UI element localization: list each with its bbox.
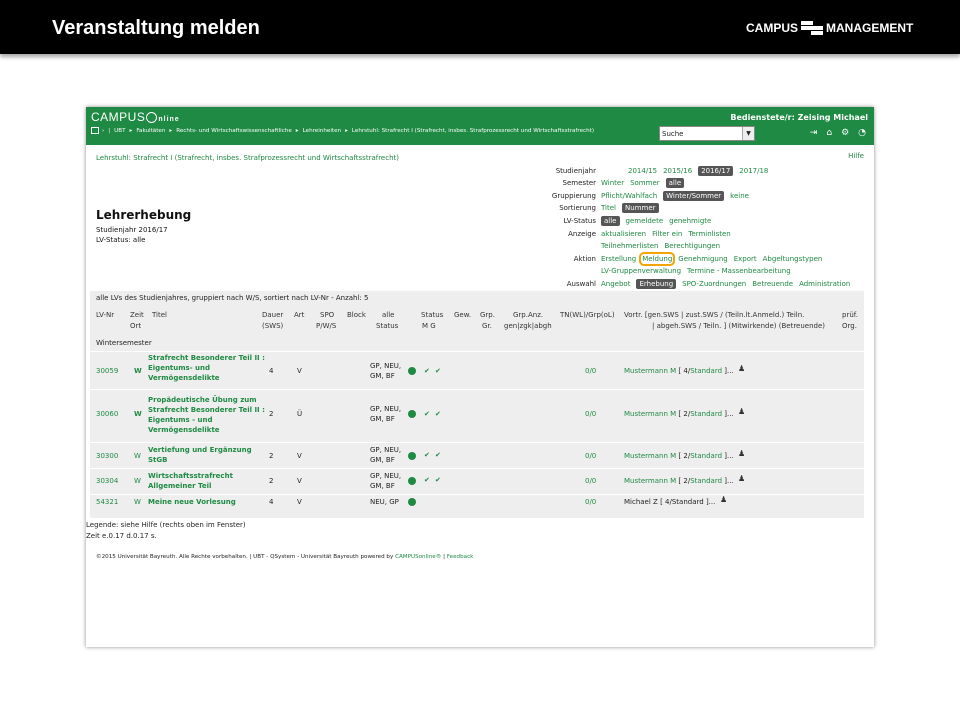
timing-text: Zeit e.0.17 d.0.17 s.: [86, 532, 157, 540]
link-termine-massenbearbeitung[interactable]: Termine - Massenbearbeitung: [687, 267, 791, 275]
status-dot-icon: [408, 410, 416, 418]
chevron-right-icon: ›: [102, 127, 105, 134]
col-vortr: Vortr. [gen.SWS | zust.SWS / (Teiln.lt.Anmeld.) Teiln.: [624, 311, 805, 319]
breadcrumb-item[interactable]: UBT: [114, 127, 126, 134]
slide-header: [0, 0, 960, 54]
table-row: [90, 389, 864, 442]
person-icon[interactable]: ♟: [738, 407, 746, 416]
option-winter[interactable]: Winter: [601, 179, 625, 187]
campus-management-logo: [746, 18, 913, 38]
option-pflicht-wahlfach[interactable]: Pflicht/Wahlfach: [601, 192, 658, 200]
art-value: V: [297, 452, 302, 460]
topbar-icons: [810, 128, 866, 138]
link-spo-zuordnungen[interactable]: SPO-Zuordnungen: [682, 280, 747, 288]
status-value: GP, NEU, GM, BF: [370, 405, 402, 423]
link-genehmigung[interactable]: Genehmigung: [678, 255, 728, 263]
footer-separator: |: [441, 554, 447, 560]
status-dot-icon: [408, 452, 416, 460]
vortragende[interactable]: Mustermann M [ 4/Standard ]...: [624, 367, 734, 375]
page-title: Lehrerhebung: [96, 208, 192, 222]
vortragende[interactable]: Mustermann M [ 2/Standard ]...: [624, 410, 734, 418]
col-alle: alle: [382, 311, 395, 319]
footer: [96, 554, 473, 560]
table-caption: alle LVs des Studienjahres, gruppiert nach W/S, sortiert nach LV-Nr - Anzahl: 5: [96, 294, 369, 302]
chevron-down-icon[interactable]: ▼: [742, 127, 754, 140]
col-status-mg: Status: [421, 311, 444, 319]
link-berechtigungen[interactable]: Berechtigungen: [664, 242, 721, 250]
option-keine[interactable]: keine: [730, 192, 749, 200]
person-icon[interactable]: ♟: [738, 449, 746, 458]
lv-number[interactable]: 30060: [96, 410, 119, 418]
link-terminlisten[interactable]: Terminlisten: [688, 230, 731, 238]
status-dot-icon: [408, 498, 416, 506]
logo-text-campus: CAMPUS: [746, 21, 799, 35]
col-dauer: Dauer: [262, 311, 284, 319]
col-gew: Gew.: [454, 311, 472, 319]
col-vortr-2: | abgeh.SWS / Teiln. ] (Mitwirkende) (Betreuende): [652, 322, 826, 330]
person-icon[interactable]: ♟: [738, 474, 746, 483]
option-2014-15[interactable]: 2014/15: [628, 167, 658, 175]
col-gen-zgk-abgh: gen|zgk|abgh: [504, 322, 552, 330]
vortragende[interactable]: Mustermann M [ 2/Standard ]...: [624, 452, 734, 460]
link-angebot[interactable]: Angebot: [601, 280, 631, 288]
table-row: [90, 468, 864, 494]
col-lvnr: LV-Nr: [96, 311, 115, 319]
lv-number[interactable]: 30300: [96, 452, 119, 460]
home-icon[interactable]: ⌂: [826, 128, 833, 138]
lv-number[interactable]: 54321: [96, 498, 119, 506]
col-titel: Titel: [152, 311, 168, 319]
check-m-icon: ✔: [424, 476, 430, 484]
lv-title[interactable]: Propädeutische Übung zum Strafrecht Besonderer Teil II : Eigentums - und Vermögensdelikte: [148, 396, 265, 434]
col-tn: TN(WL)/Grp(oL): [560, 311, 615, 319]
art-value: Ü: [297, 410, 303, 418]
lvstatus-info: LV-Status: alle: [96, 236, 146, 244]
check-g-icon: ✔: [435, 451, 441, 459]
lv-title[interactable]: Meine neue Vorlesung: [148, 498, 236, 506]
tn-value[interactable]: 0/0: [585, 410, 597, 418]
campusonline-window: CAMPUS nline Bedienstete/r: Zeising Michael › | UBT ▸ Fakultäten ▸ Rechts- und Wirtschaftswissenschaftliche ▸ Lehreinheiten ▸ Lehrstuhl: Strafrecht I (Strafrecht, insbes. Strafprozessrecht und Wirtschaftsstrafrecht) Suche ▼ ⇥ ⌂ ⚙ ◔ Lehrstuhl: Strafrecht I (Strafrecht, insbes. Strafprozessrecht und Wirtschaftsstrafrecht) Hilfe Lehrerhebung Studienjahr 2016/17 LV-Status: alle Studienjahr 2014/15 2015/16 2016/17 2017/18 Semester Winter Sommer alle Gruppierung Pflicht/Wahlfach Winter/Sommer keine Sortierung Titel Nummer LV-Status alle gemeldete genehmigte Anzeige aktualisieren Filter ein Terminlisten Teilnehmerlisten Berechtigungen Aktion Erstellung Meldung Genehmigung Export Abgeltungstypen LV-Gruppenverwaltung Termine - Massenbearbeitung Auswahl Angebot Erhebung SPO-Zuordnungen Betreuende Administration alle LVs des Studienjahres, gruppiert nach W/S, sortiert nach LV-Nr - Anzahl: 5 LV-Nr Zeit Ort Titel Dauer (SWS) Art SPO P/W/S Block alle Status Status M G Gew. Grp. Gr. Grp.Anz. gen|zgk|abgh TN(WL)/Grp(oL) Vortr. [gen.SWS | zust.SWS / (Teiln.lt.Anmeld.) Teiln. | abgeh.SWS / Teiln. ] (Mitwirkende) (Betreuende) prüf. Org. Wintersemester 30059 W Strafrecht Besonderer Teil II : Eigentums- und Vermögensdelikte 4 V GP, NEU, GM, BF ✔ ✔ 0/0 Mustermann M [ 4/Standard ]... ♟ 30060 W Propädeutische Übung zum Strafrecht Besonderer Teil II : Eigentums - und Vermögensdelikte 2 Ü GP, NEU, GM, BF ✔ ✔ 0/0 Mustermann M [ 2/Standard ]... ♟ 30300 W Vertiefung und Ergänzung StGB 2 V GP, NEU, GM, BF ✔ ✔ 0/0 Mustermann M [ 2/Standard ]... ♟ 30304 W Wirtschaftsstrafrecht Allgemeiner Teil 2 V GP, NEU, GM, BF ✔ ✔ 0/0 Mustermann M [ 2/Standard ]... ♟ 54321 W Meine neue Vorlesung 4 V NEU, GP 0/0 Michael Z [ 4/Standard ]... ♟ Legende: siehe Hilfe (rechts oben im Fenster) Zeit e.0.17 d.0.17 s. ©2015 Universität Bayreuth. Alle Rechte vorbehalten. | UBT - QSystem - Universität Bayreuth powered by CAMPUSonline® | Feedback: [86, 107, 874, 647]
status-value: GP, NEU, GM, BF: [370, 362, 402, 380]
status-dot-icon: [408, 477, 416, 485]
table-row: [90, 494, 864, 508]
lv-number[interactable]: 30304: [96, 477, 119, 485]
option-2017-18[interactable]: 2017/18: [739, 167, 769, 175]
option-genehmigte[interactable]: genehmigte: [669, 217, 712, 225]
col-block: Block: [347, 311, 366, 319]
zeit-value: W: [134, 367, 142, 375]
semester-group-label: Wintersemester: [96, 339, 152, 347]
tn-value[interactable]: 0/0: [585, 452, 597, 460]
option-2016-17[interactable]: 2016/17: [698, 166, 733, 176]
table-row: [90, 442, 864, 468]
logo-text-management: MANAGEMENT: [826, 21, 914, 35]
option-titel[interactable]: Titel: [601, 204, 617, 212]
check-g-icon: ✔: [435, 476, 441, 484]
lehrstuhl-link[interactable]: Lehrstuhl: Strafrecht I (Strafrecht, insbes. Strafprozessrecht und Wirtschaftsstrafrecht): [96, 154, 399, 162]
zeit-value: W: [134, 410, 142, 418]
search-select[interactable]: Suche ▼: [659, 126, 755, 141]
lv-title[interactable]: Wirtschaftsstrafrecht Allgemeiner Teil: [148, 472, 233, 490]
slide-title: Veranstaltung melden: [52, 17, 260, 39]
zeit-value: W: [134, 498, 141, 506]
breadcrumb-item[interactable]: Rechts- und Wirtschaftswissenschaftliche: [176, 127, 292, 134]
vortragende[interactable]: Michael Z [ 4/Standard ]...: [624, 498, 716, 506]
link-abgeltungstypen[interactable]: Abgeltungstypen: [762, 255, 823, 263]
copyright-text: ©2015 Universität Bayreuth. Alle Rechte vorbehalten. | UBT - QSystem - Universität Bayreuth powered by: [96, 554, 396, 560]
option-status-alle[interactable]: alle: [601, 216, 620, 226]
breadcrumb-item[interactable]: Lehreinheiten: [302, 127, 342, 134]
link-filter-ein[interactable]: Filter ein: [652, 230, 683, 238]
art-value: V: [297, 367, 302, 375]
settings-icon[interactable]: ⚙: [841, 128, 850, 138]
tn-value[interactable]: 0/0: [585, 477, 597, 485]
status-dot-icon: [408, 367, 416, 375]
col-pruef: prüf.: [842, 311, 858, 319]
check-g-icon: ✔: [435, 367, 441, 375]
art-value: V: [297, 498, 302, 506]
logo-mark-icon: [801, 19, 823, 37]
dauer-value: 2: [269, 452, 274, 460]
col-grp: Grp.: [480, 311, 495, 319]
link-erhebung[interactable]: Erhebung: [636, 279, 676, 289]
tn-value[interactable]: 0/0: [585, 498, 597, 506]
dauer-value: 4: [269, 367, 274, 375]
col-spo: SPO: [320, 311, 335, 319]
col-gr: Gr.: [482, 322, 492, 330]
zeit-value: W: [134, 452, 141, 460]
link-betreuende[interactable]: Betreuende: [752, 280, 794, 288]
status-value: NEU, GP: [370, 498, 399, 506]
link-lv-gruppenverwaltung[interactable]: LV-Gruppenverwaltung: [601, 267, 682, 275]
check-m-icon: ✔: [424, 451, 430, 459]
link-aktualisieren[interactable]: aktualisieren: [601, 230, 647, 238]
check-m-icon: ✔: [424, 367, 430, 375]
dauer-value: 4: [269, 498, 274, 506]
col-ort: Ort: [130, 322, 142, 330]
lv-title[interactable]: Vertiefung und Ergänzung StGB: [148, 446, 252, 464]
option-semester-alle[interactable]: alle: [666, 178, 685, 188]
person-icon[interactable]: ♟: [720, 495, 728, 504]
link-administration[interactable]: Administration: [799, 280, 851, 288]
lv-number[interactable]: 30059: [96, 367, 119, 375]
dashboard-icon[interactable]: ◔: [858, 128, 866, 138]
studienjahr-info: Studienjahr 2016/17: [96, 226, 168, 234]
col-m-g: M G: [422, 322, 436, 330]
col-status: Status: [376, 322, 399, 330]
vortragende[interactable]: Mustermann M [ 2/Standard ]...: [624, 477, 734, 485]
feedback-link[interactable]: Feedback: [446, 554, 474, 560]
dauer-value: 2: [269, 410, 274, 418]
app-topbar: [86, 107, 874, 145]
link-meldung[interactable]: Meldung: [642, 255, 673, 263]
option-winter-sommer[interactable]: Winter/Sommer: [663, 191, 724, 201]
user-label: Bedienstete/r: Zeising Michael: [730, 113, 868, 122]
check-m-icon: ✔: [424, 410, 430, 418]
legend-text: Legende: siehe Hilfe (rechts oben im Fenster): [86, 521, 246, 529]
col-org: Org.: [842, 322, 857, 330]
col-grpanz: Grp.Anz.: [513, 311, 544, 319]
breadcrumb: › | UBT ▸ Fakultäten ▸ Rechts- und Wirtschaftswissenschaftliche ▸ Lehreinheiten ▸ Lehrstuhl: Strafrecht I (Strafrecht, insbes. Strafprozessrecht und Wirtschaftsstrafrecht): [91, 127, 594, 134]
col-sws: (SWS): [262, 322, 284, 330]
option-2015-16[interactable]: 2015/16: [663, 167, 693, 175]
check-g-icon: ✔: [435, 410, 441, 418]
campusonline-logo[interactable]: CAMPUS nline: [91, 110, 180, 124]
campusonline-link[interactable]: CAMPUSonline®: [395, 554, 442, 560]
lv-title[interactable]: Strafrecht Besonderer Teil II : Eigentums- und Vermögensdelikte: [148, 354, 265, 382]
status-value: GP, NEU, GM, BF: [370, 472, 402, 490]
option-gemeldete[interactable]: gemeldete: [625, 217, 664, 225]
lv-table: [90, 291, 864, 518]
option-nummer[interactable]: Nummer: [622, 203, 659, 213]
col-zeit: Zeit: [130, 311, 144, 319]
table-row: [90, 351, 864, 389]
art-value: V: [297, 477, 302, 485]
home-box-icon[interactable]: [91, 127, 99, 134]
col-pws: P/W/S: [316, 322, 337, 330]
person-icon[interactable]: ♟: [738, 364, 746, 373]
breadcrumb-item[interactable]: Fakultäten: [136, 127, 166, 134]
logout-icon[interactable]: ⇥: [809, 128, 818, 138]
breadcrumb-item[interactable]: Lehrstuhl: Strafrecht I (Strafrecht, insbes. Strafprozessrecht und Wirtschaftsstrafrecht): [351, 127, 595, 134]
link-teilnehmerlisten[interactable]: Teilnehmerlisten: [601, 242, 659, 250]
option-sommer[interactable]: Sommer: [630, 179, 660, 187]
link-erstellung[interactable]: Erstellung: [601, 255, 637, 263]
col-art: Art: [294, 311, 305, 319]
status-value: GP, NEU, GM, BF: [370, 446, 402, 464]
link-export[interactable]: Export: [733, 255, 757, 263]
zeit-value: W: [134, 477, 141, 485]
tn-value[interactable]: 0/0: [585, 367, 597, 375]
dauer-value: 2: [269, 477, 274, 485]
help-link[interactable]: Hilfe: [848, 152, 864, 160]
